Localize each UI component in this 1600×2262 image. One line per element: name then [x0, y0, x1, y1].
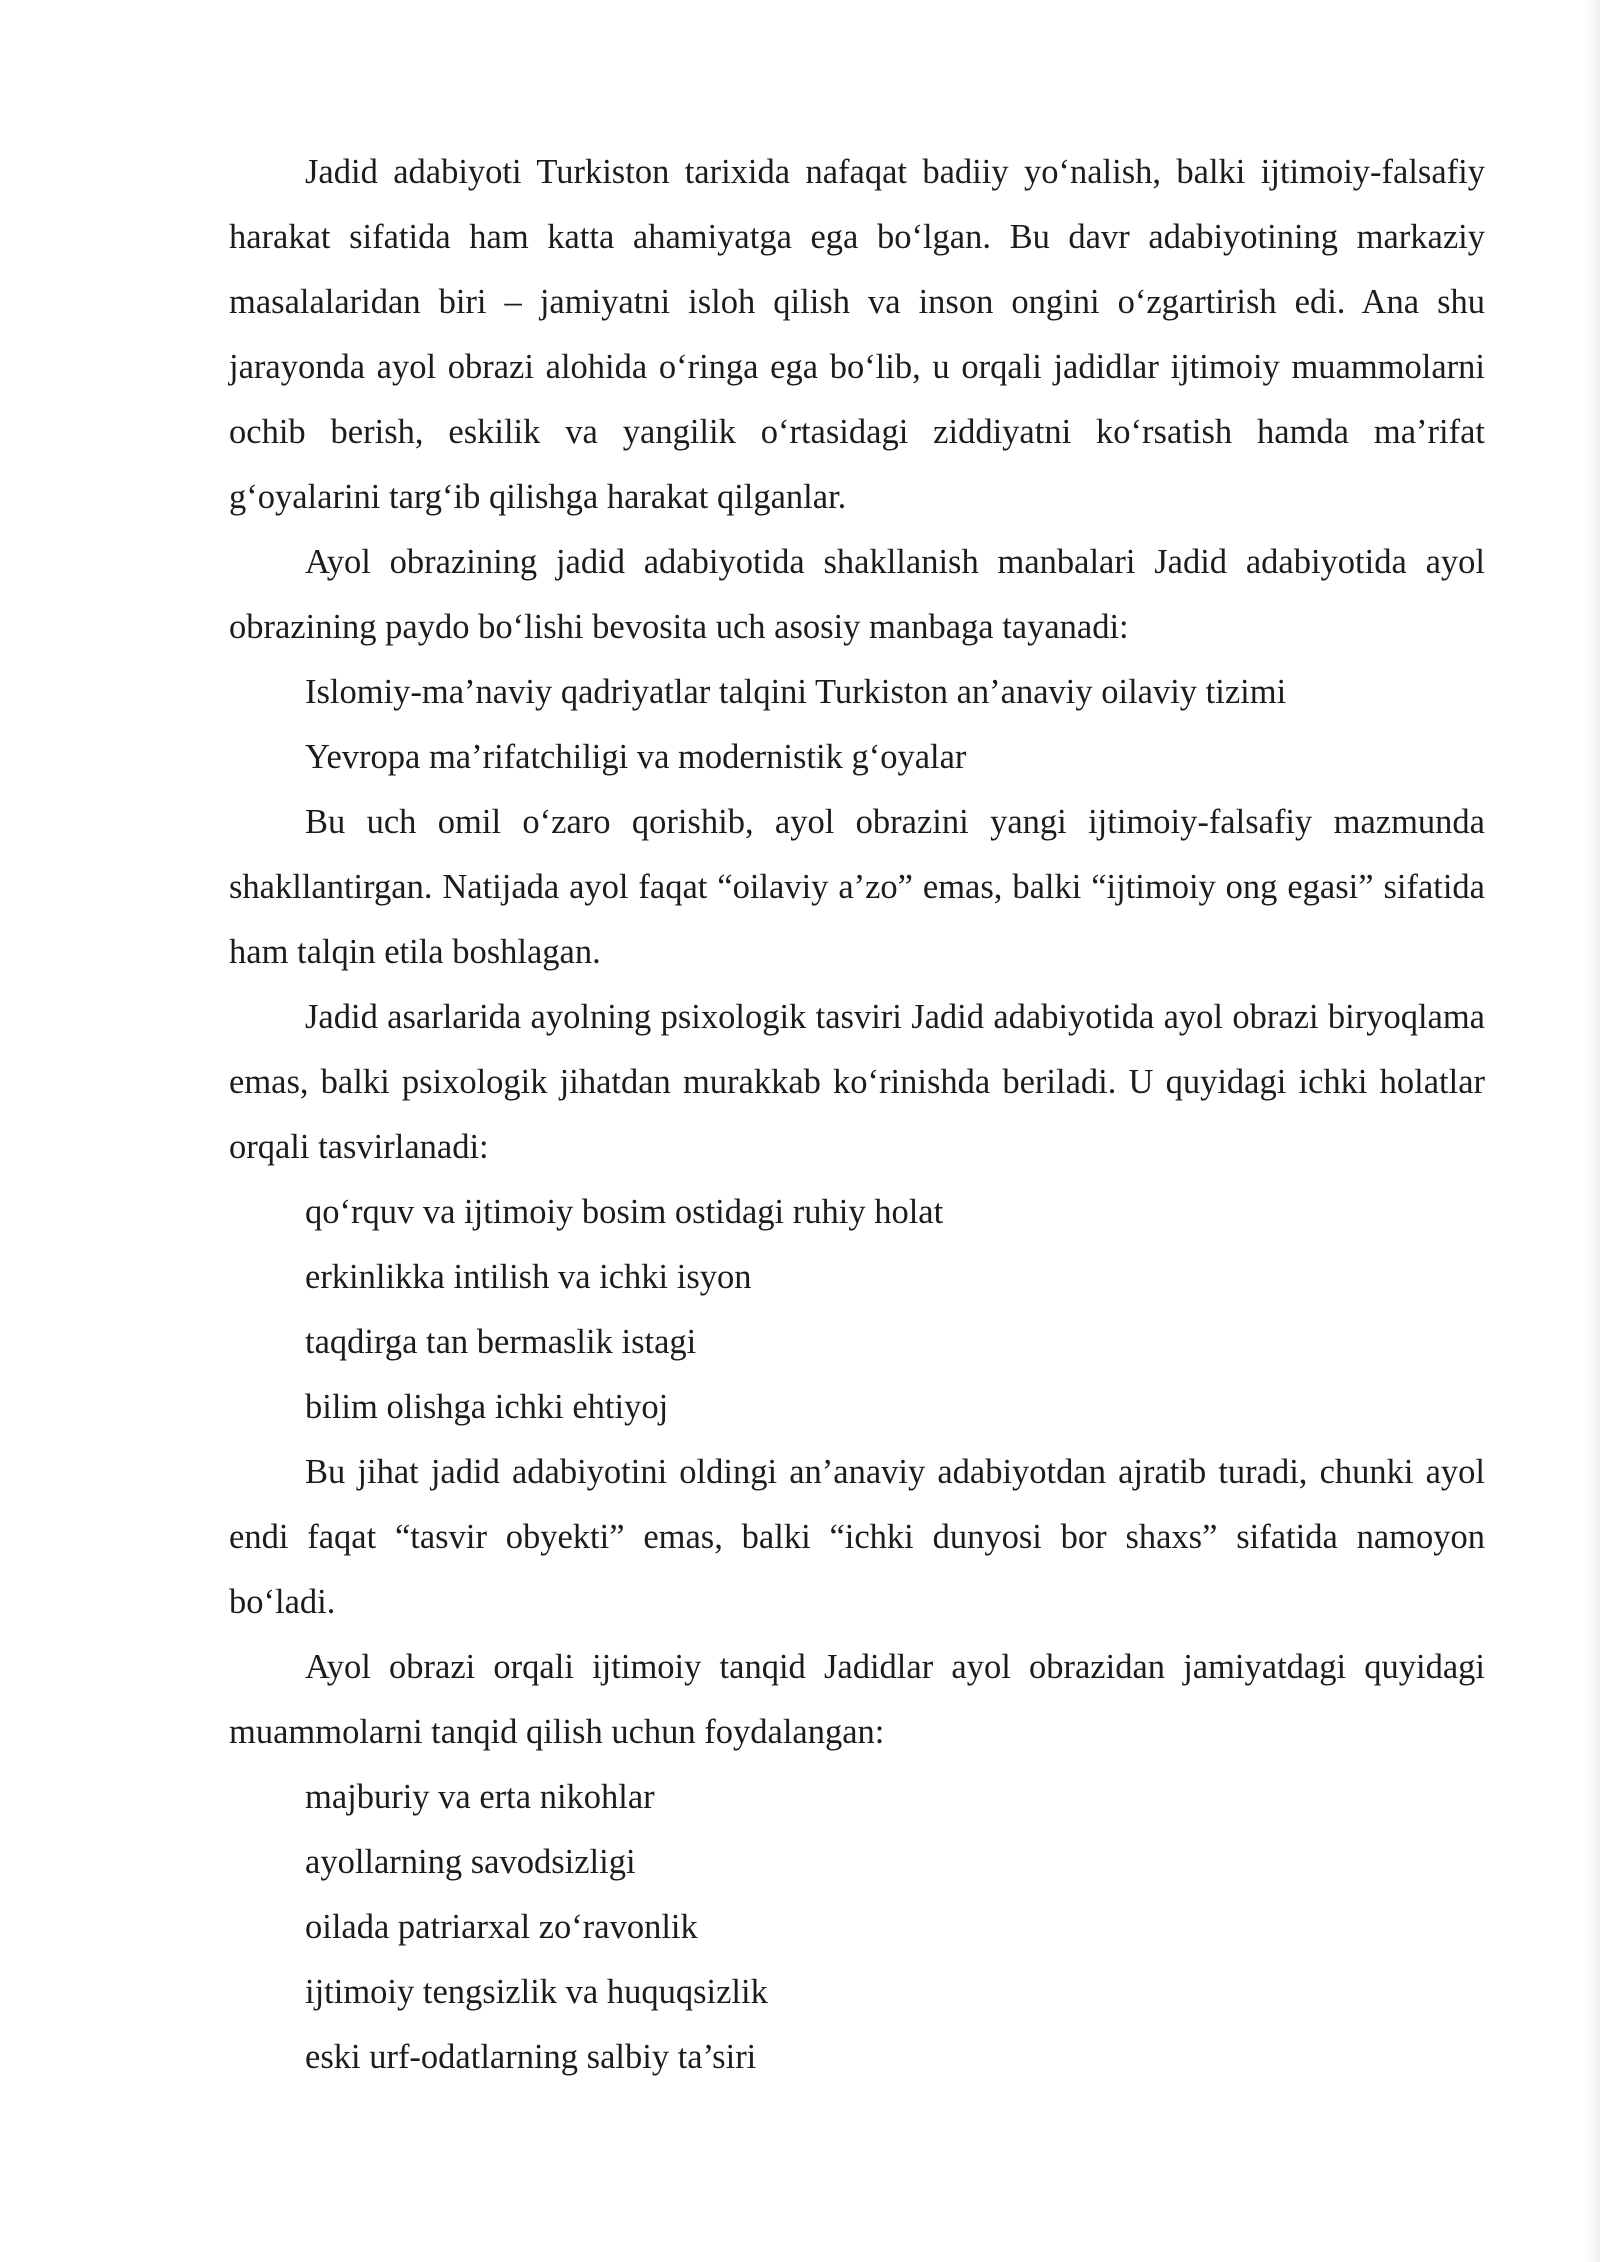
- paragraph-synthesis: Bu uch omil o‘zaro qorishib, ayol obrazini yangi ijtimoiy-falsafiy mazmunda shakllantirgan. Natijada ayol faqat “oilaviy a’zo” emas, balki “ijtimoiy ong egasi” sifatida ham talqin etila boshlagan.: [229, 803, 1485, 971]
- list-item-inner-state: erkinlikka intilish va ichki isyon: [305, 1258, 752, 1296]
- document-body: [229, 140, 1485, 2090]
- list-item-source: Islomiy-ma’naviy qadriyatlar talqini Turkiston an’anaviy oilaviy tizimi: [305, 673, 1287, 711]
- list-item-source: Yevropa ma’rifatchiligi va modernistik g‘oyalar: [305, 738, 967, 776]
- list-item-inner-state: bilim olishga ichki ehtiyoj: [305, 1388, 669, 1426]
- paragraph-critique: Ayol obrazi orqali ijtimoiy tanqid Jadidlar ayol obrazidan jamiyatdagi quyidagi muammolarni tanqid qilish uchun foydalangan:: [229, 1648, 1485, 1751]
- paragraph-sources: Ayol obrazining jadid adabiyotida shakllanish manbalari Jadid adabiyotida ayol obrazining paydo bo‘lishi bevosita uch asosiy manbaga tayanadi:: [229, 543, 1485, 646]
- list-item-problem: eski urf-odatlarning salbiy ta’siri: [305, 2038, 757, 2076]
- list-item-inner-state: taqdirga tan bermaslik istagi: [305, 1323, 697, 1361]
- list-item-problem: majburiy va erta nikohlar: [305, 1778, 655, 1816]
- paragraph-intro: Jadid adabiyoti Turkiston tarixida nafaqat badiiy yo‘nalish, balki ijtimoiy-falsafiy harakat sifatida ham katta ahamiyatga ega bo‘lgan. Bu davr adabiyotining markaziy masalalaridan biri – jamiyatni isloh qilish va inson ongini o‘zgartirish edi. Ana shu jarayonda ayol obrazi alohida o‘ringa ega bo‘lib, u orqali jadidlar ijtimoiy muammolarni ochib berish, eskilik va yangilik o‘rtasidagi ziddiyatni ko‘rsatish hamda ma’rifat g‘oyalarini targ‘ib qilishga harakat qilganlar.: [229, 153, 1485, 516]
- list-item-inner-state: qo‘rquv va ijtimoiy bosim ostidagi ruhiy holat: [305, 1193, 944, 1231]
- list-item-problem: oilada patriarxal zo‘ravonlik: [305, 1908, 698, 1946]
- list-item-problem: ijtimoiy tengsizlik va huquqsizlik: [305, 1973, 768, 2011]
- paragraph-distinction: Bu jihat jadid adabiyotini oldingi an’anaviy adabiyotdan ajratib turadi, chunki ayol endi faqat “tasvir obyekti” emas, balki “ichki dunyosi bor shaxs” sifatida namoyon bo‘ladi.: [229, 1453, 1485, 1621]
- paragraph-psychology: Jadid asarlarida ayolning psixologik tasviri Jadid adabiyotida ayol obrazi biryoqlama emas, balki psixologik jihatdan murakkab ko‘rinishda beriladi. U quyidagi ichki holatlar orqali tasvirlanadi:: [229, 998, 1485, 1166]
- list-item-problem: ayollarning savodsizligi: [305, 1843, 636, 1881]
- page-edge-shadow: [1586, 0, 1600, 2262]
